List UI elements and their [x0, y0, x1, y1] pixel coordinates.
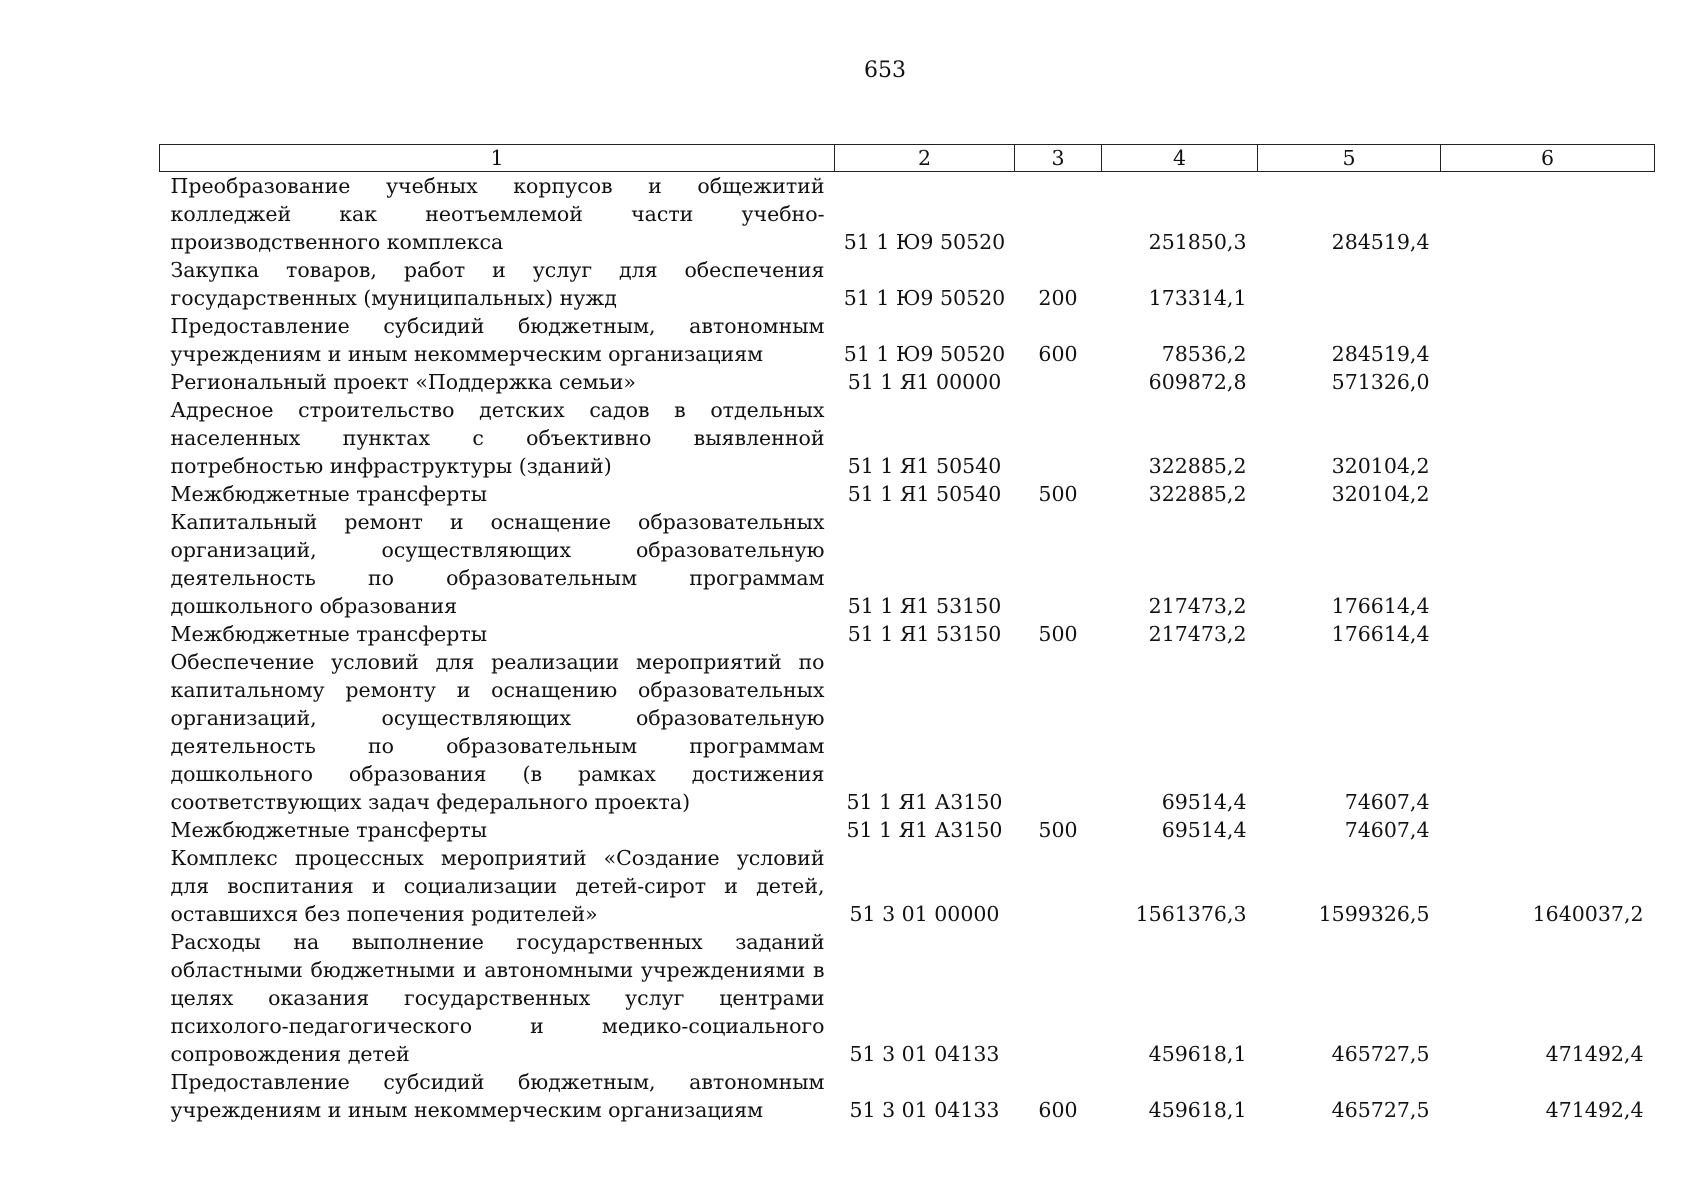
row-value-col6: 471492,4: [1545, 1042, 1644, 1066]
row-expense-type: 500: [1038, 482, 1078, 506]
row-value-col4: 78536,2: [1161, 342, 1247, 366]
row-value-col5: 571326,0: [1331, 370, 1430, 394]
row-description: Межбюджетные трансферты: [170, 482, 488, 506]
row-description: Расходы на выполнение государственных заданий областными бюджетными и автономными учреждениями в целях оказания государственных услуг центрами психолого-педагогического и медико-социального сопровождения детей: [170, 930, 825, 1066]
row-expense-type: [1015, 844, 1102, 928]
row-value-col4: 322885,2: [1148, 454, 1247, 478]
row-value-col6: 1640037,2: [1532, 902, 1644, 926]
row-value-col4: 251850,3: [1148, 230, 1247, 254]
row-value-col5: 284519,4: [1331, 342, 1430, 366]
row-description: Комплекс процессных мероприятий «Создание условий для воспитания и социализации детей-сирот и детей, оставшихся без попечения родителей»: [170, 846, 825, 926]
row-description: Капитальный ремонт и оснащение образовательных организаций, осуществляющих образовательную деятельность по образовательным программам дошкольного образования: [170, 510, 825, 618]
row-classification-code: 51 3 01 04133: [849, 1098, 1000, 1122]
column-header-2: 2: [835, 145, 1015, 172]
row-expense-type: [1015, 928, 1102, 1068]
table-row: [160, 620, 1655, 648]
row-description: Закупка товаров, работ и услуг для обеспечения государственных (муниципальных) нужд: [170, 258, 825, 310]
row-value-col6: [1441, 396, 1655, 480]
table-row: [160, 368, 1655, 396]
row-expense-type: 600: [1038, 342, 1078, 366]
row-value-col4: 609872,8: [1148, 370, 1247, 394]
table-row: [160, 508, 1655, 620]
table-body: [160, 172, 1655, 1125]
table-header: [160, 145, 1655, 172]
row-value-col4: 459618,1: [1148, 1098, 1247, 1122]
row-classification-code: 51 1 Я1 53150: [847, 622, 1002, 646]
row-value-col6: [1441, 816, 1655, 844]
row-value-col4: 459618,1: [1148, 1042, 1247, 1066]
row-value-col6: [1441, 312, 1655, 368]
row-classification-code: 51 1 Ю9 50520: [843, 286, 1006, 310]
row-value-col4: 69514,4: [1161, 790, 1247, 814]
table-row: [160, 312, 1655, 368]
row-value-col6: [1441, 368, 1655, 396]
row-description: Предоставление субсидий бюджетным, автономным учреждениям и иным некоммерческим организациям: [170, 1070, 825, 1122]
row-value-col5: 465727,5: [1331, 1042, 1430, 1066]
row-value-col5: 176614,4: [1331, 622, 1430, 646]
row-classification-code: 51 1 Я1 50540: [847, 482, 1002, 506]
table-row: [160, 1068, 1655, 1124]
row-description: Адресное строительство детских садов в отдельных населенных пунктах с объективно выявленной потребностью инфраструктуры (зданий): [170, 398, 825, 478]
table-row: [160, 172, 1655, 257]
table-row: [160, 396, 1655, 480]
row-value-col5: 176614,4: [1331, 594, 1430, 618]
row-classification-code: 51 1 Ю9 50520: [843, 230, 1006, 254]
page-number: 653: [864, 58, 906, 83]
row-value-col5: 74607,4: [1344, 818, 1430, 842]
row-description: Региональный проект «Поддержка семьи»: [170, 370, 636, 394]
row-classification-code: 51 1 Ю9 50520: [843, 342, 1006, 366]
column-header-1: 1: [160, 145, 835, 172]
row-description: Межбюджетные трансферты: [170, 818, 488, 842]
column-header-3: 3: [1015, 145, 1102, 172]
row-value-col4: 217473,2: [1148, 622, 1247, 646]
column-header-6: 6: [1441, 145, 1655, 172]
row-value-col5: 284519,4: [1331, 230, 1430, 254]
row-expense-type: [1015, 648, 1102, 816]
row-value-col5: [1258, 256, 1441, 312]
row-expense-type: [1015, 172, 1102, 257]
row-classification-code: 51 1 Я1 50540: [847, 454, 1002, 478]
row-expense-type: 500: [1038, 818, 1078, 842]
row-classification-code: 51 3 01 04133: [849, 1042, 1000, 1066]
row-value-col5: 465727,5: [1331, 1098, 1430, 1122]
row-value-col4: 1561376,3: [1135, 902, 1247, 926]
row-expense-type: [1015, 368, 1102, 396]
row-classification-code: 51 3 01 00000: [849, 902, 1000, 926]
row-value-col5: 1599326,5: [1318, 902, 1430, 926]
header-row: [160, 145, 1655, 172]
row-description: Обеспечение условий для реализации мероприятий по капитальному ремонту и оснащению образовательных организаций, осуществляющих образовательную деятельность по образовательным программам дошкольного образования (в рамках достижения соответствующих задач федерального проекта): [170, 650, 825, 814]
table-row: [160, 816, 1655, 844]
column-header-5: 5: [1258, 145, 1441, 172]
row-classification-code: 51 1 Я1 А3150: [846, 790, 1003, 814]
row-value-col6: [1441, 508, 1655, 620]
row-value-col6: [1441, 480, 1655, 508]
row-expense-type: 200: [1038, 286, 1078, 310]
row-expense-type: [1015, 508, 1102, 620]
row-classification-code: 51 1 Я1 00000: [847, 370, 1002, 394]
budget-table: [159, 144, 1655, 1124]
row-value-col4: 69514,4: [1161, 818, 1247, 842]
row-classification-code: 51 1 Я1 А3150: [846, 818, 1003, 842]
row-value-col6: [1441, 648, 1655, 816]
row-value-col4: 217473,2: [1148, 594, 1247, 618]
row-expense-type: 500: [1038, 622, 1078, 646]
budget-table-container: [159, 144, 1654, 1124]
row-value-col5: 74607,4: [1344, 790, 1430, 814]
table-row: [160, 928, 1655, 1068]
row-expense-type: 600: [1038, 1098, 1078, 1122]
row-value-col5: 320104,2: [1331, 454, 1430, 478]
row-value-col6: 471492,4: [1545, 1098, 1644, 1122]
table-row: [160, 480, 1655, 508]
row-value-col6: [1441, 620, 1655, 648]
row-value-col6: [1441, 172, 1655, 257]
row-description: Предоставление субсидий бюджетным, автономным учреждениям и иным некоммерческим организациям: [170, 314, 825, 366]
row-value-col5: 320104,2: [1331, 482, 1430, 506]
row-value-col6: [1441, 256, 1655, 312]
row-value-col4: 173314,1: [1148, 286, 1247, 310]
row-description: Преобразование учебных корпусов и общежитий колледжей как неотъемлемой части учебно-производственного комплекса: [170, 174, 825, 254]
row-classification-code: 51 1 Я1 53150: [847, 594, 1002, 618]
table-row: [160, 256, 1655, 312]
row-value-col4: 322885,2: [1148, 482, 1247, 506]
row-expense-type: [1015, 396, 1102, 480]
row-description: Межбюджетные трансферты: [170, 622, 488, 646]
table-row: [160, 648, 1655, 816]
table-row: [160, 844, 1655, 928]
column-header-4: 4: [1102, 145, 1258, 172]
